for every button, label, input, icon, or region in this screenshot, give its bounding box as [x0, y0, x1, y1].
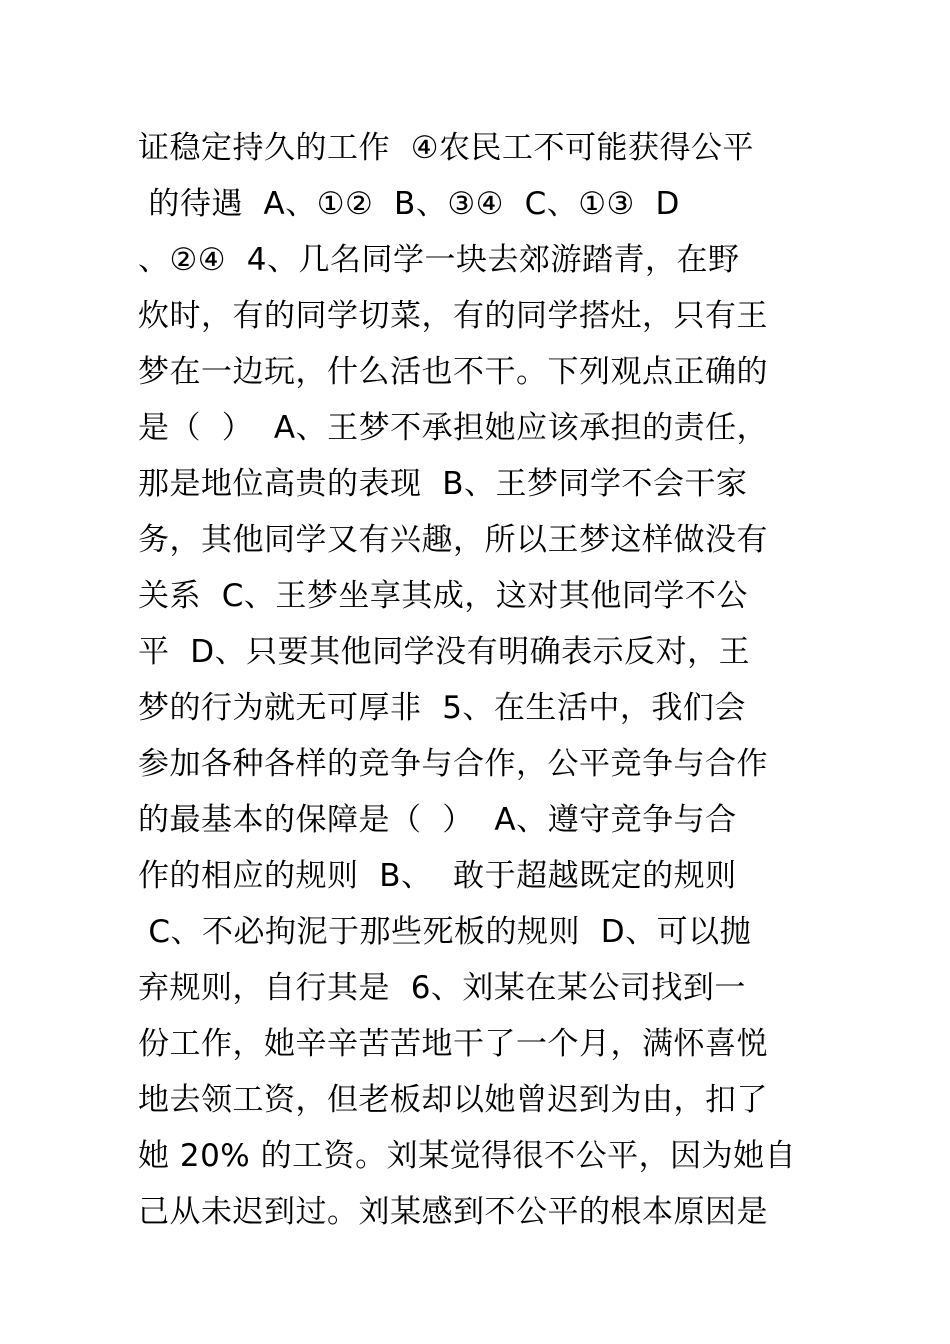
text-line-12: 参加各种各样的竞争与合作，公平竞争与合作: [138, 746, 768, 782]
text-line-8: 务，其他同学又有兴趣，所以王梦这样做没有: [138, 522, 768, 558]
text-line-18: 地去领工资，但老板却以她曾迟到为由，扣了: [138, 1082, 768, 1118]
text-line-2: 的待遇 A、①② B、③④ C、①③ D: [138, 186, 680, 222]
text-line-6: 是（ ） A、王梦不承担她应该承担的责任，: [138, 410, 769, 446]
text-line-7: 那是地位高贵的表现 B、王梦同学不会干家: [138, 466, 748, 502]
body-text: [138, 120, 838, 1240]
text-line-5: 梦在一边玩，什么活也不干。下列观点正确的: [138, 354, 768, 390]
text-line-16: 弃规则，自行其是 6、刘某在某公司找到一: [138, 970, 746, 1006]
text-line-9: 关系 C、王梦坐享其成，这对其他同学不公: [138, 578, 748, 614]
text-line-1: 证稳定持久的工作 ④农民工不可能获得公平: [138, 130, 754, 166]
text-line-4: 炊时，有的同学切菜，有的同学搭灶，只有王: [138, 298, 768, 334]
text-line-14: 作的相应的规则 B、 敢于超越既定的规则: [138, 858, 737, 894]
text-line-20: 己从未迟到过。刘某感到不公平的根本原因是: [138, 1194, 768, 1230]
text-line-13: 的最基本的保障是（ ） A、遵守竞争与合: [138, 802, 737, 838]
text-line-11: 梦的行为就无可厚非 5、在生活中，我们会: [138, 690, 746, 726]
text-line-3: 、②④ 4、几名同学一块去郊游踏青，在野: [138, 242, 740, 278]
text-line-17: 份工作，她辛辛苦苦地干了一个月，满怀喜悦: [138, 1026, 768, 1062]
text-line-10: 平 D、只要其他同学没有明确表示反对，王: [138, 634, 751, 670]
text-line-15: C、不必拘泥于那些死板的规则 D、可以抛: [138, 914, 752, 950]
text-line-19: 她 20% 的工资。刘某觉得很不公平，因为她自: [138, 1138, 797, 1174]
